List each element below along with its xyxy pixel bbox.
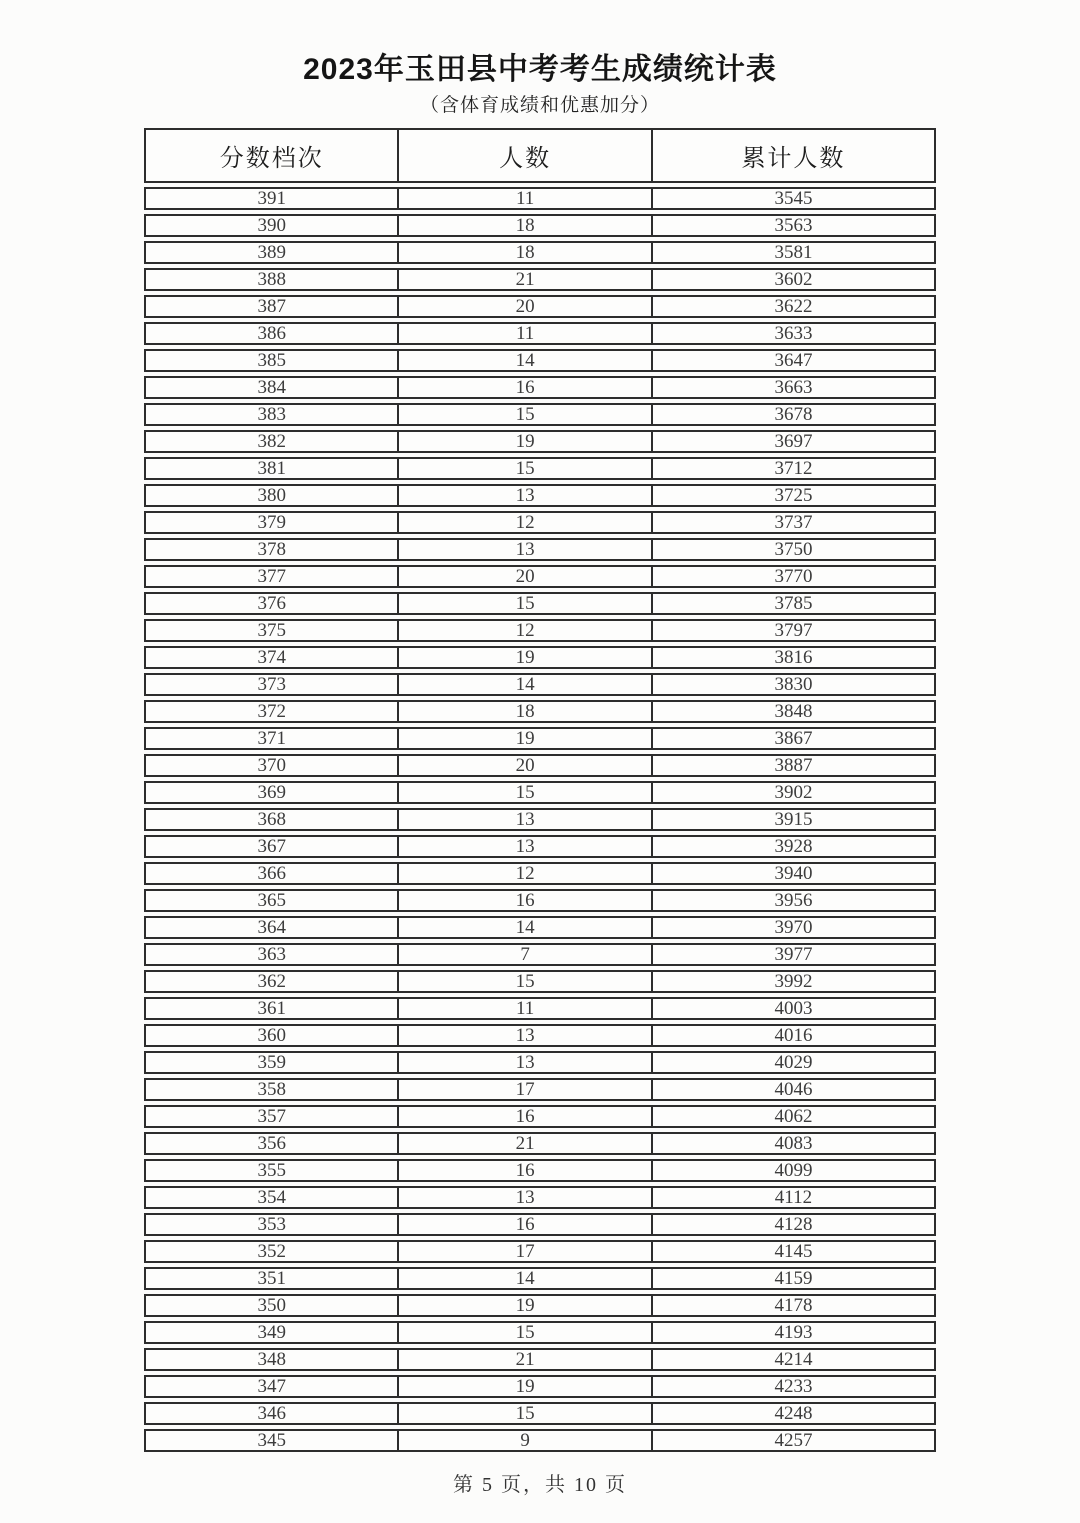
- page-subtitle: （含体育成绩和优惠加分）: [419, 95, 660, 116]
- cell-cumulative-count: 3970: [651, 916, 936, 939]
- page-title: 2023年玉田县中考考生成绩统计表: [303, 53, 777, 86]
- cell-cumulative-count: 4016: [651, 1024, 936, 1047]
- cell-score-band: 381: [144, 457, 397, 480]
- table-row: [144, 1105, 936, 1128]
- cell-cumulative-count: 3785: [651, 592, 936, 615]
- cell-count: 16: [397, 1159, 650, 1182]
- cell-count: 11: [397, 997, 650, 1020]
- cell-score-band: 390: [144, 214, 397, 237]
- table-row: [144, 1024, 936, 1047]
- cell-count: 12: [397, 511, 650, 534]
- table-row: [144, 214, 936, 237]
- cell-count: 14: [397, 916, 650, 939]
- cell-count: 17: [397, 1240, 650, 1263]
- cell-score-band: 378: [144, 538, 397, 561]
- cell-count: 13: [397, 484, 650, 507]
- table-row: [144, 349, 936, 372]
- cell-count: 20: [397, 754, 650, 777]
- cell-cumulative-count: 4145: [651, 1240, 936, 1263]
- header-count: 人数: [397, 128, 650, 183]
- cell-score-band: 364: [144, 916, 397, 939]
- table-row: [144, 187, 936, 210]
- cell-score-band: 348: [144, 1348, 397, 1371]
- cell-score-band: 362: [144, 970, 397, 993]
- cell-count: 14: [397, 349, 650, 372]
- cell-cumulative-count: 3992: [651, 970, 936, 993]
- cell-score-band: 376: [144, 592, 397, 615]
- table-row: [144, 1240, 936, 1263]
- cell-score-band: 375: [144, 619, 397, 642]
- cell-count: 12: [397, 862, 650, 885]
- cell-count: 16: [397, 889, 650, 912]
- cell-score-band: 379: [144, 511, 397, 534]
- cell-count: 21: [397, 1348, 650, 1371]
- cell-cumulative-count: 3940: [651, 862, 936, 885]
- cell-cumulative-count: 3915: [651, 808, 936, 831]
- table-row: [144, 1213, 936, 1236]
- table-row: [144, 376, 936, 399]
- cell-score-band: 384: [144, 376, 397, 399]
- cell-cumulative-count: 4003: [651, 997, 936, 1020]
- cell-score-band: 366: [144, 862, 397, 885]
- table-row: [144, 889, 936, 912]
- table-row: [144, 916, 936, 939]
- cell-count: 13: [397, 835, 650, 858]
- table-row: [144, 1402, 936, 1425]
- cell-count: 13: [397, 1051, 650, 1074]
- cell-cumulative-count: 3928: [651, 835, 936, 858]
- table-row: [144, 430, 936, 453]
- cell-cumulative-count: 3977: [651, 943, 936, 966]
- cell-score-band: 347: [144, 1375, 397, 1398]
- cell-score-band: 345: [144, 1429, 397, 1452]
- table-row: [144, 1132, 936, 1155]
- cell-count: 16: [397, 1105, 650, 1128]
- header-cumulative-count: 累计人数: [651, 128, 936, 183]
- cell-count: 18: [397, 700, 650, 723]
- table-row: [144, 565, 936, 588]
- table-row: [144, 538, 936, 561]
- table-row: [144, 646, 936, 669]
- cell-score-band: 383: [144, 403, 397, 426]
- cell-score-band: 385: [144, 349, 397, 372]
- table-row: [144, 1267, 936, 1290]
- cell-cumulative-count: 3902: [651, 781, 936, 804]
- cell-score-band: 389: [144, 241, 397, 264]
- cell-score-band: 349: [144, 1321, 397, 1344]
- cell-count: 15: [397, 592, 650, 615]
- cell-cumulative-count: 4214: [651, 1348, 936, 1371]
- cell-score-band: 373: [144, 673, 397, 696]
- cell-score-band: 371: [144, 727, 397, 750]
- cell-cumulative-count: 3816: [651, 646, 936, 669]
- cell-cumulative-count: 3563: [651, 214, 936, 237]
- cell-cumulative-count: 3633: [651, 322, 936, 345]
- table-row: [144, 403, 936, 426]
- table-row: [144, 781, 936, 804]
- cell-count: 15: [397, 457, 650, 480]
- cell-count: 11: [397, 187, 650, 210]
- cell-count: 19: [397, 1375, 650, 1398]
- table-row: [144, 322, 936, 345]
- cell-cumulative-count: 3797: [651, 619, 936, 642]
- cell-score-band: 374: [144, 646, 397, 669]
- cell-count: 15: [397, 970, 650, 993]
- cell-cumulative-count: 3545: [651, 187, 936, 210]
- cell-cumulative-count: 4062: [651, 1105, 936, 1128]
- cell-cumulative-count: 4257: [651, 1429, 936, 1452]
- header-score-band: 分数档次: [144, 128, 397, 183]
- header-row: [144, 128, 936, 183]
- cell-count: 13: [397, 1024, 650, 1047]
- cell-cumulative-count: 3750: [651, 538, 936, 561]
- cell-score-band: 369: [144, 781, 397, 804]
- cell-count: 13: [397, 808, 650, 831]
- cell-cumulative-count: 3725: [651, 484, 936, 507]
- cell-cumulative-count: 4128: [651, 1213, 936, 1236]
- cell-cumulative-count: 3867: [651, 727, 936, 750]
- cell-count: 19: [397, 430, 650, 453]
- cell-cumulative-count: 4046: [651, 1078, 936, 1101]
- cell-count: 19: [397, 1294, 650, 1317]
- cell-count: 21: [397, 1132, 650, 1155]
- cell-score-band: 380: [144, 484, 397, 507]
- table-row: [144, 673, 936, 696]
- cell-cumulative-count: 4248: [651, 1402, 936, 1425]
- cell-score-band: 359: [144, 1051, 397, 1074]
- cell-cumulative-count: 3712: [651, 457, 936, 480]
- cell-cumulative-count: 4112: [651, 1186, 936, 1209]
- cell-score-band: 370: [144, 754, 397, 777]
- cell-score-band: 387: [144, 295, 397, 318]
- cell-count: 15: [397, 1402, 650, 1425]
- cell-score-band: 350: [144, 1294, 397, 1317]
- cell-score-band: 354: [144, 1186, 397, 1209]
- cell-count: 9: [397, 1429, 650, 1452]
- cell-cumulative-count: 3737: [651, 511, 936, 534]
- cell-score-band: 352: [144, 1240, 397, 1263]
- page-footer: 第 5 页，共 10 页: [453, 1474, 627, 1496]
- cell-score-band: 358: [144, 1078, 397, 1101]
- cell-cumulative-count: 3647: [651, 349, 936, 372]
- cell-cumulative-count: 3770: [651, 565, 936, 588]
- table-row: [144, 1294, 936, 1317]
- table-row: [144, 484, 936, 507]
- table-row: [144, 997, 936, 1020]
- table-row: [144, 700, 936, 723]
- cell-cumulative-count: 4083: [651, 1132, 936, 1155]
- cell-cumulative-count: 4159: [651, 1267, 936, 1290]
- cell-score-band: 388: [144, 268, 397, 291]
- score-statistics-table: [144, 124, 936, 1456]
- cell-score-band: 351: [144, 1267, 397, 1290]
- table-row: [144, 862, 936, 885]
- table-row: [144, 1078, 936, 1101]
- cell-score-band: 391: [144, 187, 397, 210]
- cell-score-band: 368: [144, 808, 397, 831]
- table-row: [144, 1348, 936, 1371]
- cell-count: 16: [397, 376, 650, 399]
- cell-count: 19: [397, 646, 650, 669]
- table-row: [144, 754, 936, 777]
- cell-count: 20: [397, 565, 650, 588]
- table-row: [144, 295, 936, 318]
- cell-score-band: 355: [144, 1159, 397, 1182]
- cell-count: 19: [397, 727, 650, 750]
- table-row: [144, 1159, 936, 1182]
- cell-score-band: 346: [144, 1402, 397, 1425]
- cell-score-band: 367: [144, 835, 397, 858]
- cell-count: 11: [397, 322, 650, 345]
- table-row: [144, 1375, 936, 1398]
- cell-count: 15: [397, 781, 650, 804]
- cell-cumulative-count: 4099: [651, 1159, 936, 1182]
- table-row: [144, 457, 936, 480]
- cell-count: 16: [397, 1213, 650, 1236]
- cell-count: 14: [397, 1267, 650, 1290]
- cell-cumulative-count: 3678: [651, 403, 936, 426]
- cell-score-band: 357: [144, 1105, 397, 1128]
- cell-score-band: 365: [144, 889, 397, 912]
- cell-count: 15: [397, 403, 650, 426]
- cell-score-band: 360: [144, 1024, 397, 1047]
- table-row: [144, 727, 936, 750]
- table-row: [144, 1429, 936, 1452]
- cell-count: 18: [397, 241, 650, 264]
- cell-cumulative-count: 3581: [651, 241, 936, 264]
- cell-count: 7: [397, 943, 650, 966]
- cell-cumulative-count: 4233: [651, 1375, 936, 1398]
- table-row: [144, 1186, 936, 1209]
- cell-count: 20: [397, 295, 650, 318]
- table-row: [144, 619, 936, 642]
- cell-count: 21: [397, 268, 650, 291]
- cell-cumulative-count: 3887: [651, 754, 936, 777]
- table-header: [144, 128, 936, 183]
- table-row: [144, 1321, 936, 1344]
- table-body: [144, 187, 936, 1452]
- cell-cumulative-count: 3622: [651, 295, 936, 318]
- cell-cumulative-count: 3848: [651, 700, 936, 723]
- table-row: [144, 1051, 936, 1074]
- cell-count: 12: [397, 619, 650, 642]
- cell-count: 13: [397, 538, 650, 561]
- table-row: [144, 808, 936, 831]
- cell-cumulative-count: 4029: [651, 1051, 936, 1074]
- cell-count: 13: [397, 1186, 650, 1209]
- cell-count: 14: [397, 673, 650, 696]
- cell-score-band: 386: [144, 322, 397, 345]
- table-row: [144, 241, 936, 264]
- cell-score-band: 361: [144, 997, 397, 1020]
- cell-score-band: 363: [144, 943, 397, 966]
- cell-score-band: 372: [144, 700, 397, 723]
- table-row: [144, 268, 936, 291]
- cell-cumulative-count: 3697: [651, 430, 936, 453]
- cell-cumulative-count: 3663: [651, 376, 936, 399]
- cell-score-band: 382: [144, 430, 397, 453]
- cell-cumulative-count: 4193: [651, 1321, 936, 1344]
- cell-cumulative-count: 3830: [651, 673, 936, 696]
- table-row: [144, 592, 936, 615]
- cell-cumulative-count: 4178: [651, 1294, 936, 1317]
- cell-count: 18: [397, 214, 650, 237]
- table-row: [144, 511, 936, 534]
- cell-score-band: 377: [144, 565, 397, 588]
- cell-score-band: 353: [144, 1213, 397, 1236]
- cell-score-band: 356: [144, 1132, 397, 1155]
- cell-count: 15: [397, 1321, 650, 1344]
- cell-cumulative-count: 3956: [651, 889, 936, 912]
- cell-count: 17: [397, 1078, 650, 1101]
- table-row: [144, 943, 936, 966]
- cell-cumulative-count: 3602: [651, 268, 936, 291]
- table-row: [144, 835, 936, 858]
- table-row: [144, 970, 936, 993]
